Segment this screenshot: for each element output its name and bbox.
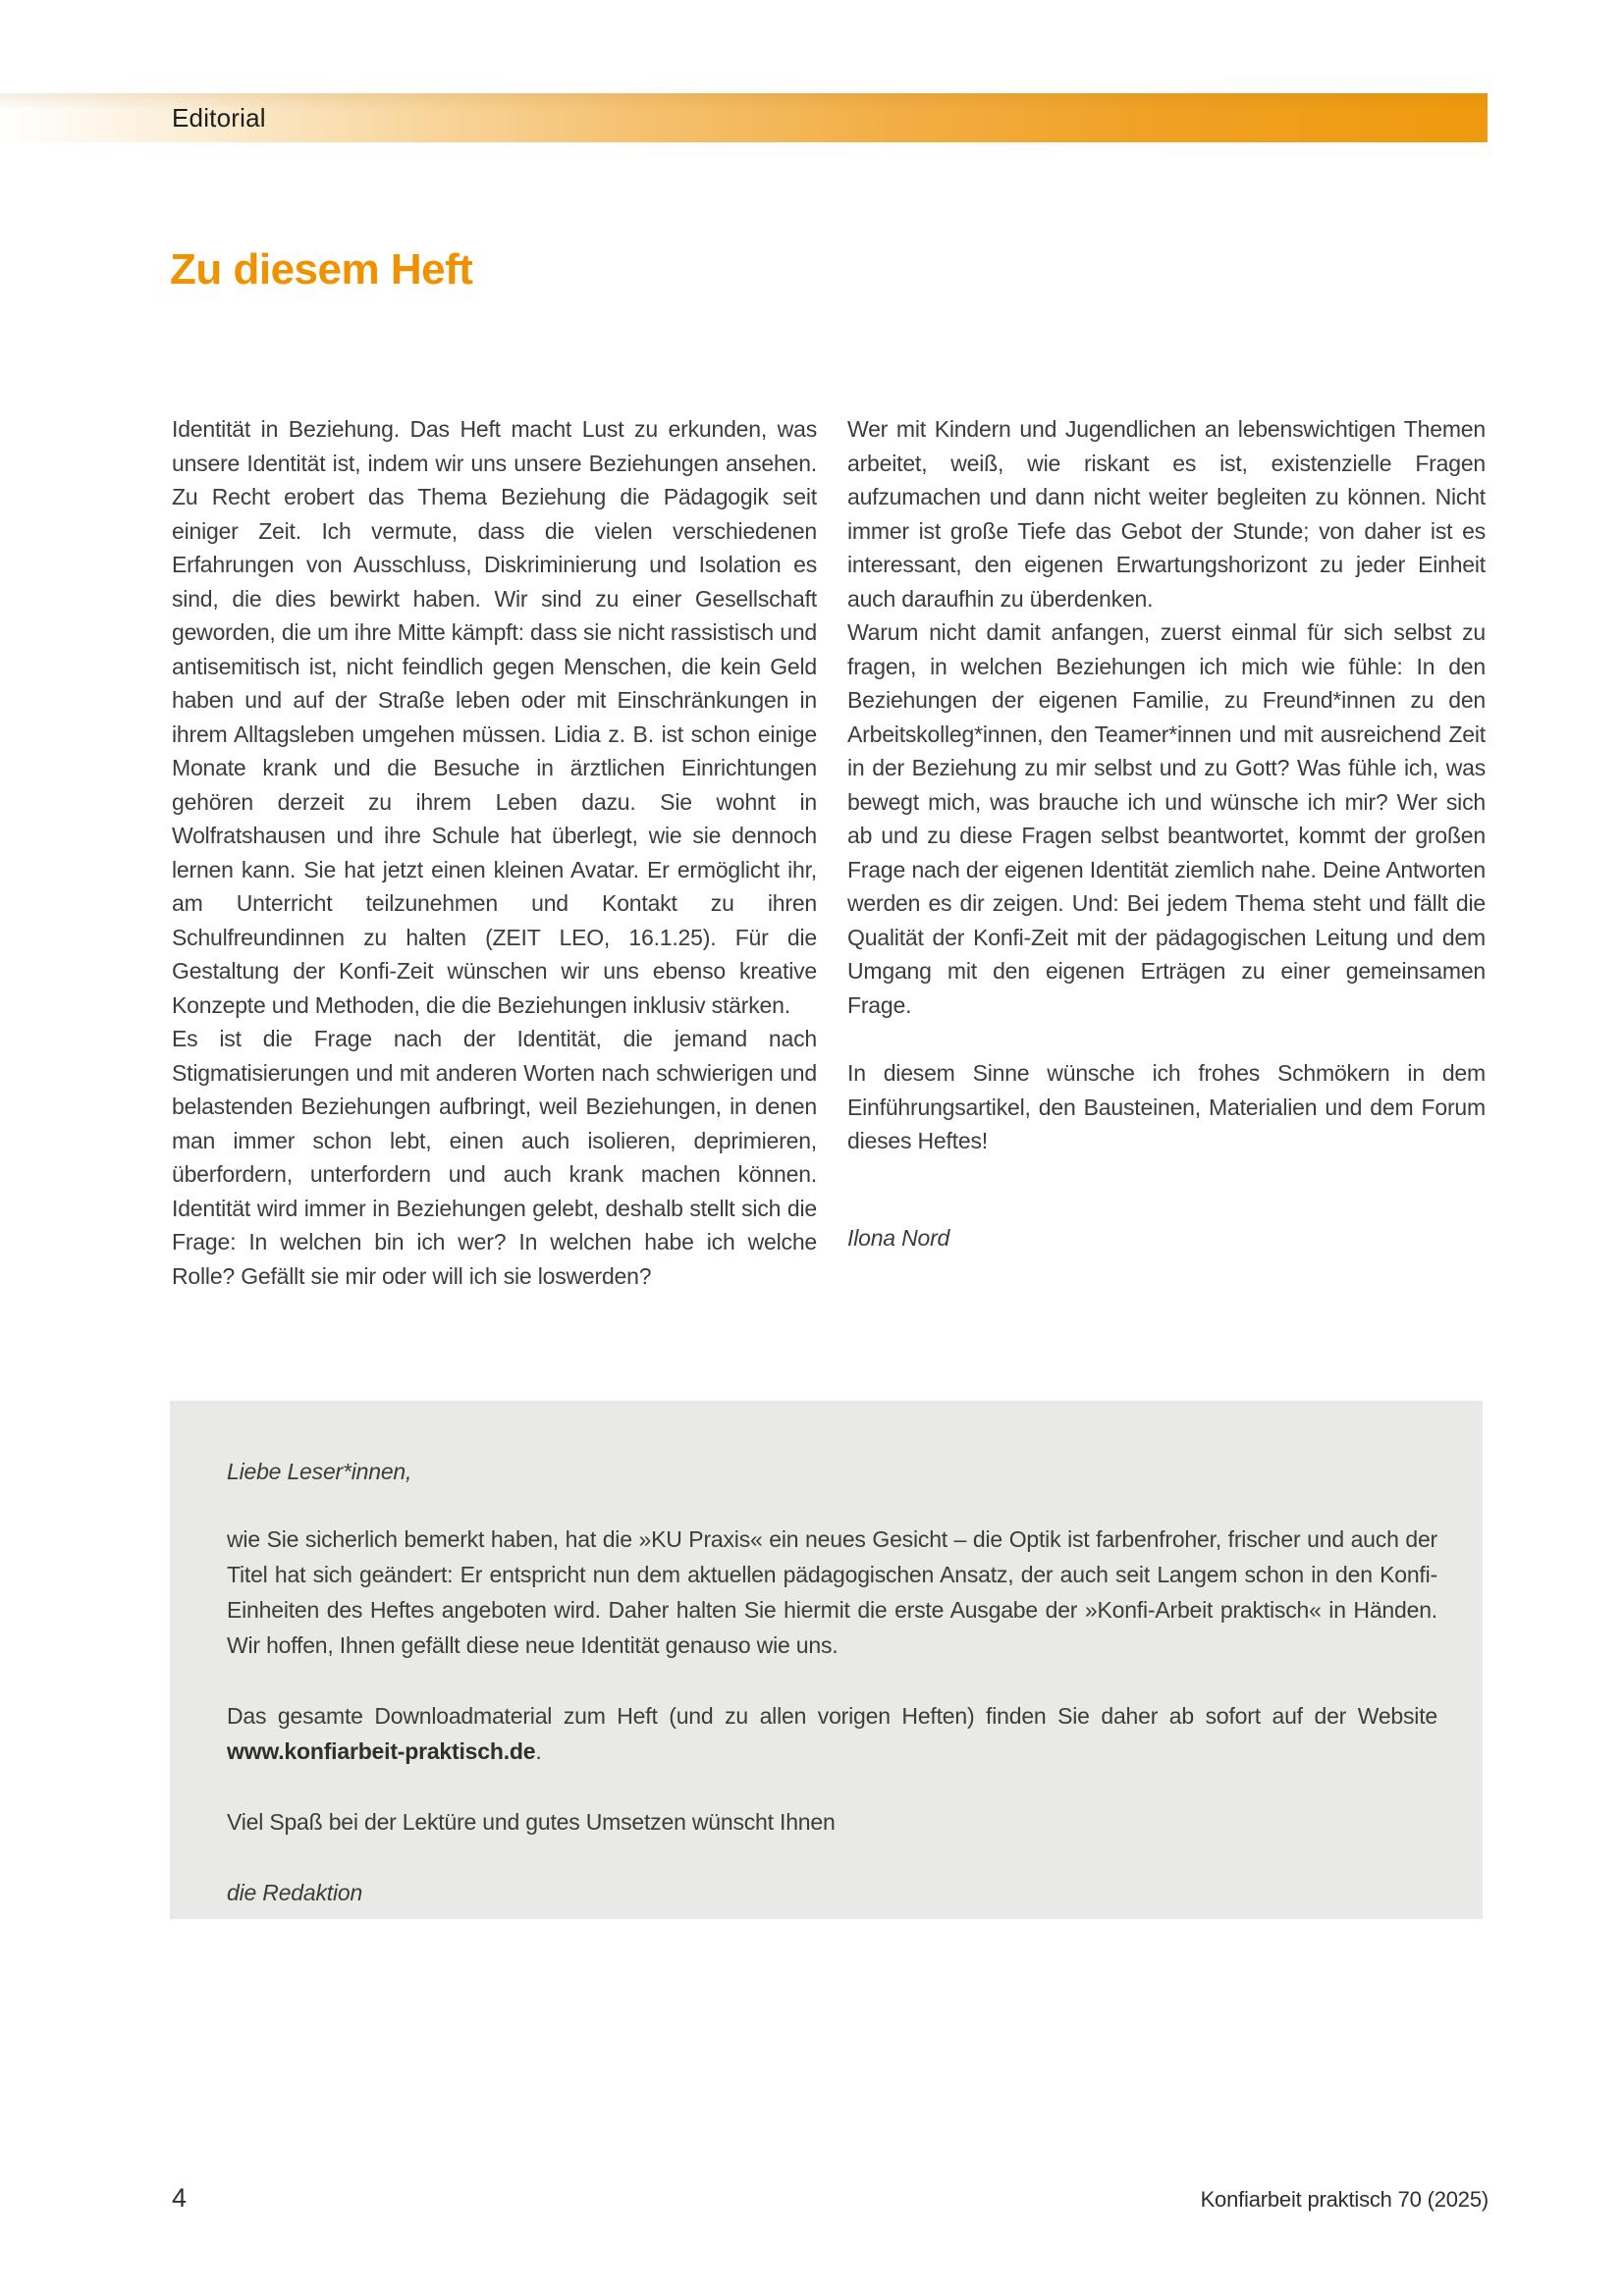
page-title: Zu diesem Heft <box>170 245 473 294</box>
column-left <box>172 412 817 1293</box>
page-footer <box>172 2183 1489 2214</box>
redaktion-signature: die Redaktion <box>227 1880 363 1905</box>
body-paragraph: Warum nicht damit anfangen, zuerst einmal für sich selbst zu fragen, in welchen Beziehungen ich mich wie fühle: In den Beziehungen der eigenen Familie, zu Freund*innen zu den Arbeitskolleg*innen, den Teamer*innen und mit ausreichend Zeit in der Beziehung zu mir selbst und zu Gott? Was fühle ich, was bewegt mich, was brauche ich und wünsche ich mir? Wer sich ab und zu diese Fragen selbst beantwortet, kommt der großen Frage nach der eigenen Identität ziemlich nahe. Deine Antworten werden es dir zeigen. Und: Bei jedem Thema steht und fällt die Qualität der Konfi-Zeit mit der pädagogischen Leitung und dem Umgang mit den eigenen Erträgen zu einer gemeinsamen Frage. <box>847 619 1486 1018</box>
journal-reference: Konfiarbeit praktisch 70 (2025) <box>1200 2187 1489 2212</box>
salutation: Liebe Leser*innen, <box>227 1459 412 1484</box>
body-columns <box>172 412 1486 1293</box>
page-number: 4 <box>172 2183 188 2213</box>
author-signature: Ilona Nord <box>847 1224 950 1251</box>
body-paragraph: Es ist die Frage nach der Identität, die jemand nach Stigmatisierungen und mit anderen Worten nach schwierigen und belastenden Beziehungen aufbringt, weil Beziehungen, in denen man immer schon lebt, einen auch isolieren, deprimieren, überfordern, unterfordern und auch krank machen können. Identität wird immer in Beziehungen gelebt, deshalb stellt sich die Frage: In welchen bin ich wer? In welchen habe ich welche Rolle? Gefällt sie mir oder will ich sie loswerden? <box>172 1026 817 1289</box>
body-paragraph: Identität in Beziehung. Das Heft macht Lust zu erkunden, was unsere Identität ist, indem wir uns unsere Beziehungen ansehen. Zu Recht erobert das Thema Beziehung die Pädagogik seit einiger Zeit. Ich vermute, dass die vielen verschiedenen Erfahrungen von Ausschluss, Diskriminierung und Isolation es sind, die dies bewirkt haben. Wir sind zu einer Gesellschaft geworden, die um ihre Mitte kämpft: dass sie nicht rassistisch und antisemitisch ist, nicht feindlich gegen Menschen, die kein Geld haben und auf der Straße leben oder mit Einschränkungen in ihrem Alltagsleben umgehen müssen. Lidia z. B. ist schon einige Monate krank und die Besuche in ärztlichen Einrichtungen gehören derzeit zu ihrem Leben dazu. Sie wohnt in Wolfratshausen und ihre Schule hat überlegt, wie sie dennoch lernen kann. Sie hat jetzt einen kleinen Avatar. Er ermöglicht ihr, am Unterricht teilzunehmen und Kontakt zu ihren Schulfreundinnen zu halten (ZEIT LEO, 16.1.25). Für die Gestaltung der Konfi-Zeit wünschen wir uns ebenso kreative Konzepte und Methoden, die die Beziehungen inklusiv stärken. <box>172 416 817 1018</box>
publisher-note-box <box>170 1401 1483 1919</box>
body-paragraph: Wer mit Kindern und Jugendlichen an lebenswichtigen Themen arbeitet, weiß, wie riskant es ist, existenzielle Fragen aufzumachen und dann nicht weiter begleiten zu können. Nicht immer ist große Tiefe das Gebot der Stunde; von daher ist es interessant, den eigenen Erwartungshorizont zu jeder Einheit auch daraufhin zu überdenken. <box>847 416 1486 612</box>
note-paragraph: Viel Spaß bei der Lektüre und gutes Umsetzen wünscht Ihnen <box>227 1809 836 1835</box>
note-paragraph <box>227 1698 1437 1769</box>
note-text: . <box>535 1738 542 1764</box>
closing-paragraph: In diesem Sinne wünsche ich frohes Schmökern in dem Einführungsartikel, den Bausteinen, Materialien und dem Forum dieses Heftes! <box>847 1060 1486 1153</box>
section-label: Editorial <box>172 102 266 133</box>
website-link[interactable]: www.konfiarbeit-praktisch.de <box>227 1738 536 1764</box>
column-right <box>847 412 1486 1293</box>
note-text: Das gesamte Downloadmaterial zum Heft (und zu allen vorigen Heften) finden Sie daher ab sofort auf der Website <box>227 1703 1437 1729</box>
editorial-header-bar <box>0 93 1488 142</box>
note-paragraph: wie Sie sicherlich bemerkt haben, hat die »KU Praxis« ein neues Gesicht – die Optik ist farbenfroher, frischer und auch der Titel hat sich geändert: Er entspricht nun dem aktuellen pädagogischen Ansatz, der auch seit Langem schon in den Konfi-Einheiten des Heftes angeboten wird. Daher halten Sie hiermit die erste Ausgabe der »Konfi-Arbeit praktisch« in Händen. Wir hoffen, Ihnen gefällt diese neue Identität genauso wie uns. <box>227 1526 1437 1658</box>
